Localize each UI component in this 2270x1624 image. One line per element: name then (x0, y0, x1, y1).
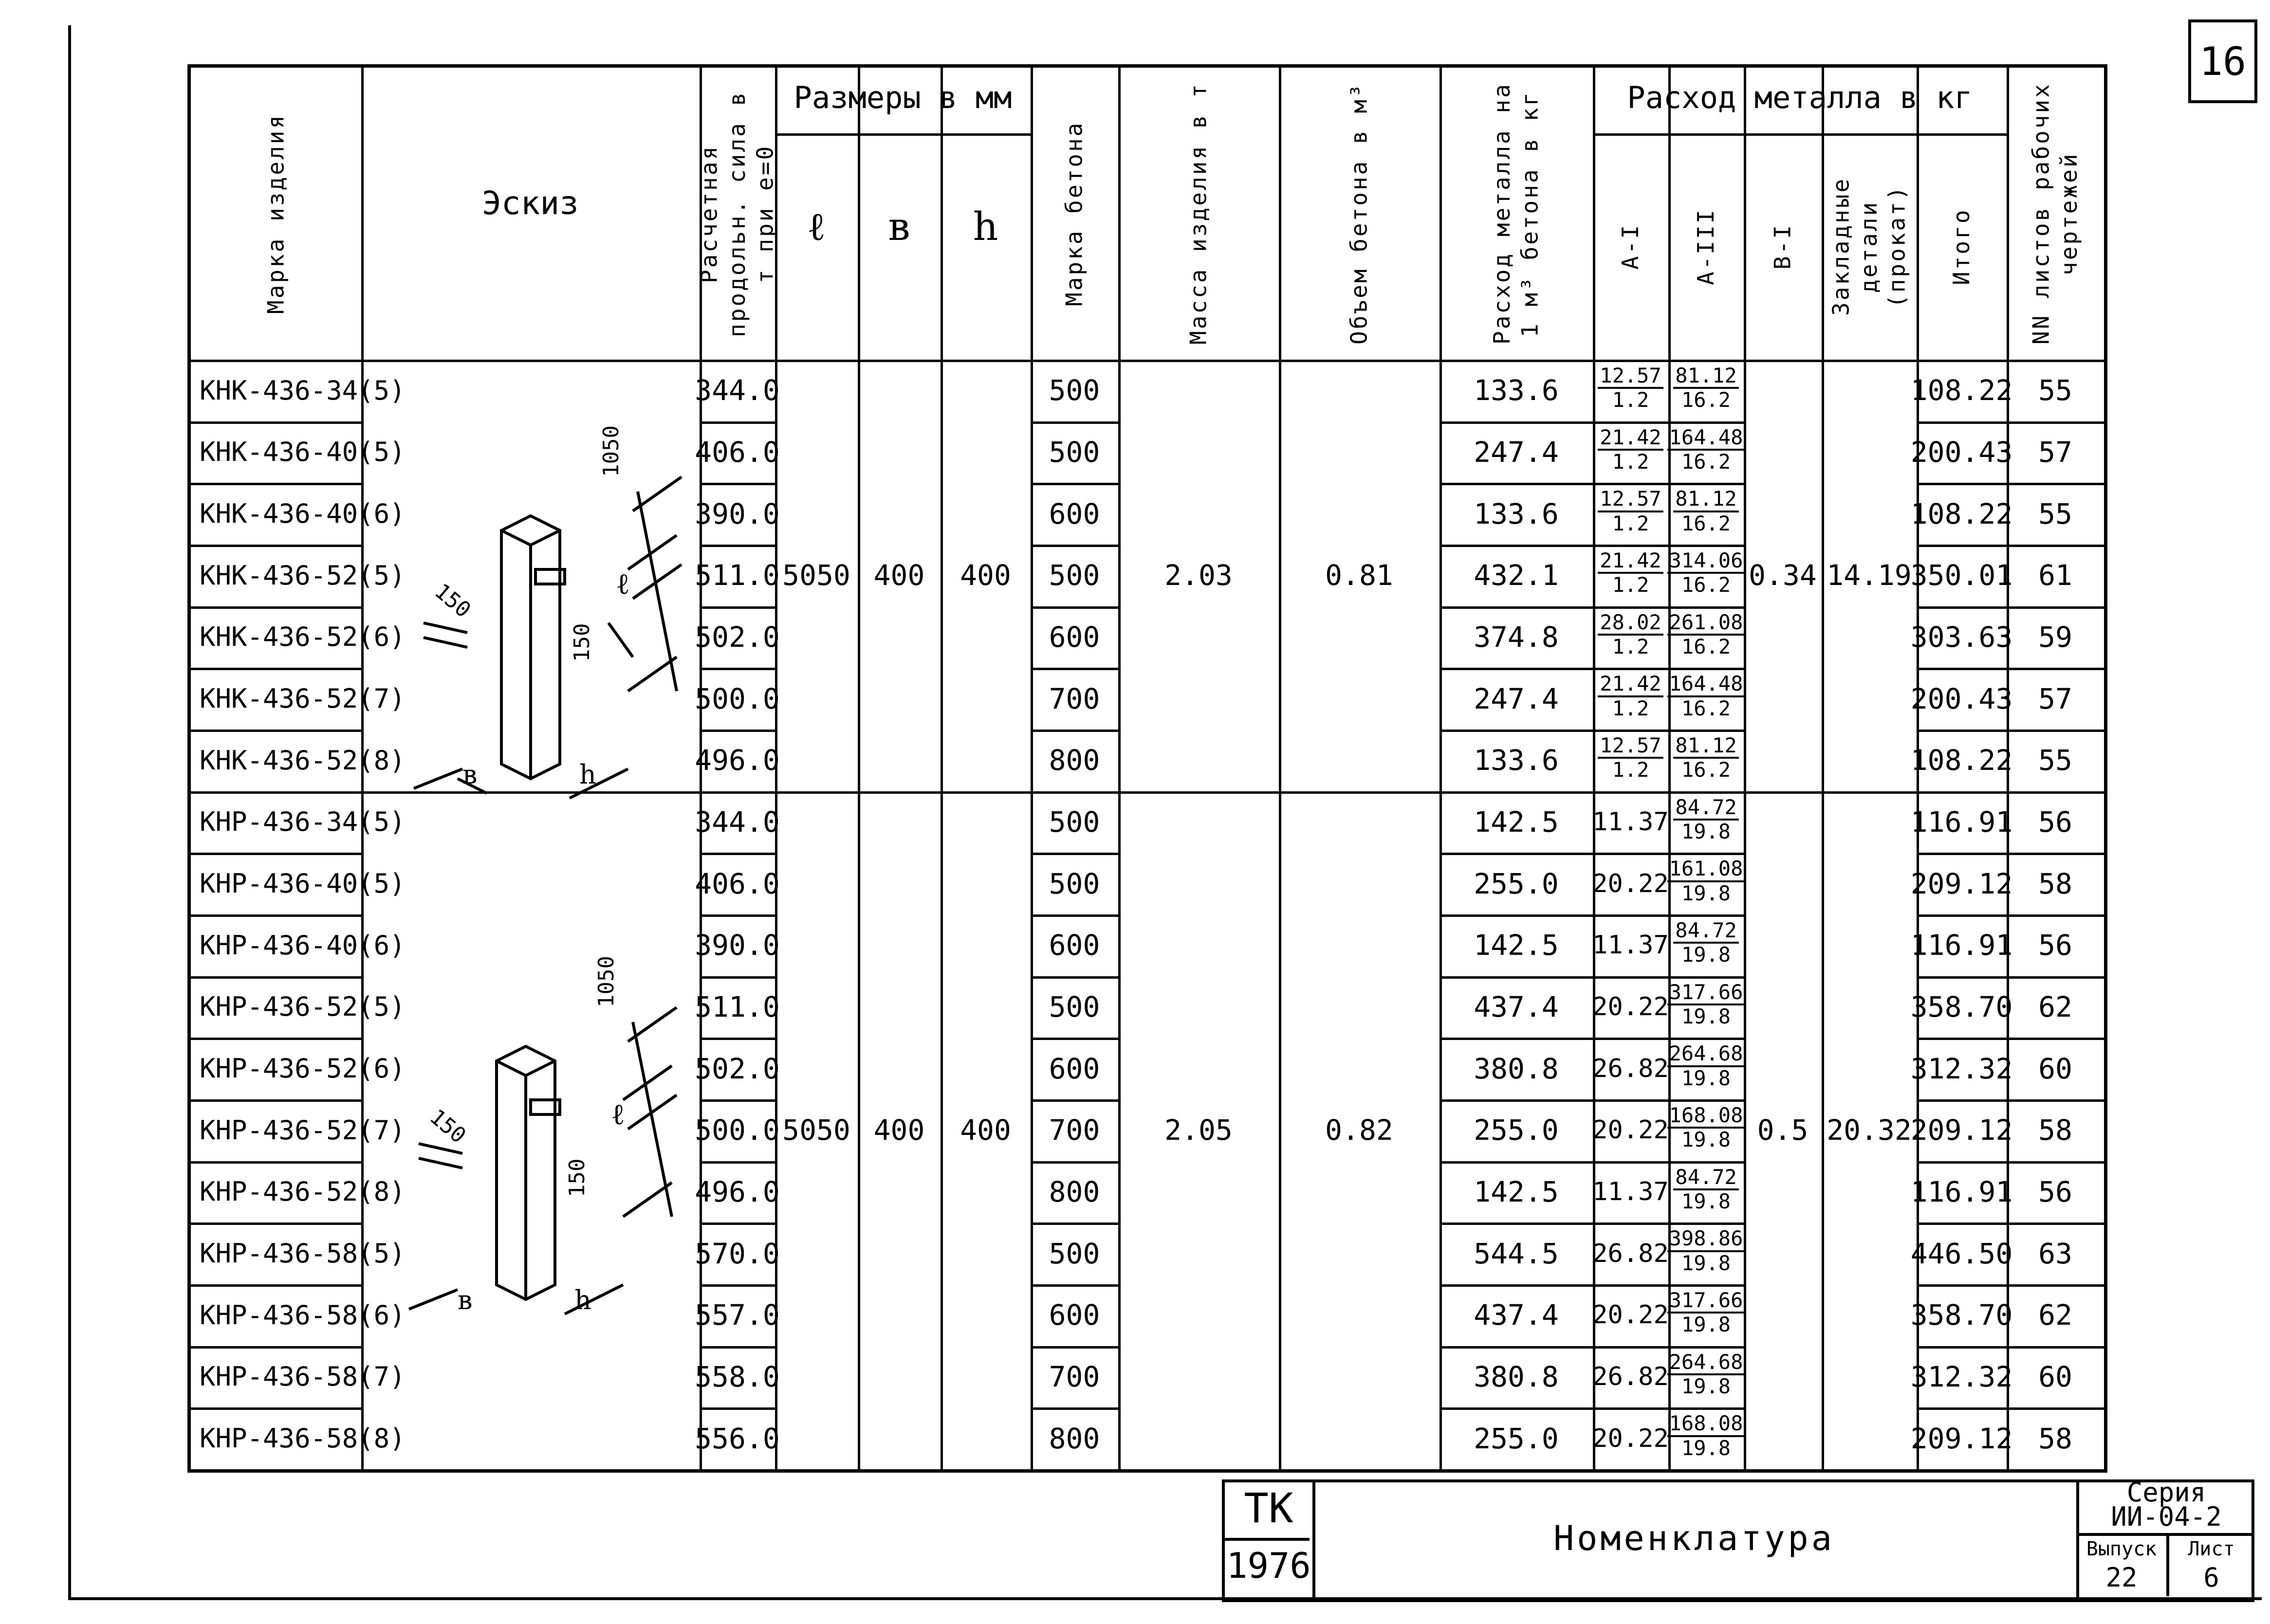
dim-lines-2 (424, 492, 677, 691)
row-sheets: 56 (2038, 1175, 2072, 1208)
row-mark: КНР-436-58(6) (200, 1299, 406, 1331)
row-total: 209.12 (1910, 1113, 2013, 1147)
header-mark: Марка изделия (262, 113, 289, 314)
row-metal-per-m3: 255.0 (1474, 1422, 1559, 1455)
row-mark: КНР-436-58(5) (200, 1238, 406, 1269)
dim-150-label-2: 150 (424, 1104, 471, 1149)
header-dim-l: ℓ (807, 204, 826, 249)
row-concrete: 500 (1049, 867, 1100, 900)
row-a1: 11.37 (1592, 1177, 1669, 1206)
row-a3-den: 16.2 (1681, 758, 1731, 782)
row-a1-num: 28.02 (1598, 611, 1663, 636)
stamp-org: ТК (1244, 1484, 1293, 1532)
row-a3-den: 19.8 (1681, 1313, 1731, 1337)
dim-150-label-2: 150 (429, 579, 476, 623)
row-metal-per-m3: 133.6 (1474, 744, 1559, 777)
row-force: 344.0 (695, 374, 780, 407)
row-concrete: 800 (1049, 1422, 1100, 1455)
header-mass: Масса изделия в т (1185, 82, 1212, 345)
row-a3-den: 16.2 (1681, 696, 1731, 720)
row-force: 390.0 (695, 497, 780, 530)
group-l: 5050 (782, 559, 850, 592)
row-a3-num: 264.68 (1667, 1351, 1745, 1375)
row-a1-num: 12.57 (1598, 734, 1663, 759)
dim-l-label: ℓ (616, 567, 630, 601)
row-mark: КНК-436-40(5) (200, 437, 406, 468)
row-a3-num: 317.66 (1667, 981, 1745, 1005)
row-force: 558.0 (695, 1360, 780, 1393)
row-a3-den: 16.2 (1681, 573, 1731, 597)
row-mark: КНР-436-52(6) (200, 1053, 406, 1084)
row-mark: КНК-436-34(5) (200, 375, 406, 406)
row-metal-per-m3: 247.4 (1474, 435, 1559, 469)
dim-b-label: в (462, 759, 478, 790)
header-metal-per-m3: Расход металла на 1 м³ бетона в кг (1489, 82, 1543, 345)
dim-150-label: 150 (570, 623, 594, 662)
row-a1-num: 21.42 (1598, 426, 1663, 451)
row-mark: КНР-436-52(8) (200, 1176, 406, 1207)
row-a3-den: 16.2 (1681, 634, 1731, 658)
group-mass: 2.05 (1164, 1113, 1233, 1147)
group-volume: 0.81 (1325, 559, 1393, 592)
row-a3-num: 161.08 (1667, 858, 1745, 882)
row-concrete: 600 (1049, 1052, 1100, 1085)
row-a3-num: 81.12 (1673, 734, 1738, 759)
row-metal-per-m3: 437.4 (1474, 1298, 1559, 1332)
row-force: 406.0 (695, 435, 780, 469)
row-a3-num: 81.12 (1673, 365, 1738, 389)
header-concrete: Марка бетона (1061, 121, 1088, 307)
row-concrete: 700 (1049, 1360, 1100, 1393)
row-mark: КНК-436-52(8) (200, 745, 406, 776)
row-total: 200.43 (1910, 682, 2013, 715)
row-mark: КНР-436-58(7) (200, 1361, 406, 1392)
row-metal-per-m3: 247.4 (1474, 682, 1559, 715)
row-a3-num: 84.72 (1673, 1166, 1738, 1190)
row-a3-den: 19.8 (1681, 1251, 1731, 1275)
row-metal-per-m3: 255.0 (1474, 867, 1559, 900)
row-a1: 11.37 (1592, 931, 1669, 960)
row-a1: 26.82 (1592, 1362, 1669, 1391)
row-total: 446.50 (1910, 1237, 2013, 1270)
dim-1050-label: 1050 (594, 956, 619, 1007)
stamp-sheet-label: Лист (2188, 1538, 2235, 1560)
row-force: 511.0 (695, 990, 780, 1023)
row-a3-num: 261.08 (1667, 611, 1745, 636)
row-a3-num: 264.68 (1667, 1042, 1745, 1067)
row-force: 344.0 (695, 805, 780, 839)
row-force: 557.0 (695, 1298, 780, 1332)
row-metal-per-m3: 142.5 (1474, 929, 1559, 962)
row-mark: КНР-436-34(5) (200, 806, 406, 838)
row-a3-den: 19.8 (1681, 1066, 1731, 1090)
header-sketch: Эскиз (482, 184, 579, 222)
row-a3-den: 19.8 (1681, 1436, 1731, 1460)
stamp-year: 1976 (1226, 1545, 1311, 1586)
row-a3-num: 398.86 (1667, 1227, 1745, 1252)
stamp-title: Номенклатура (1553, 1518, 1835, 1558)
row-a1-den: 1.2 (1612, 388, 1649, 412)
row-metal-per-m3: 374.8 (1474, 620, 1559, 654)
row-sheets: 61 (2038, 559, 2072, 592)
row-force: 502.0 (695, 620, 780, 654)
row-a3-den: 19.8 (1681, 1128, 1731, 1152)
row-mark: КНР-436-58(8) (200, 1423, 406, 1454)
row-metal-per-m3: 255.0 (1474, 1113, 1559, 1147)
row-sheets: 55 (2038, 497, 2072, 530)
row-force: 496.0 (695, 744, 780, 777)
header-embedded: Закладные детали (прокат) (1827, 177, 1910, 316)
dim-h-label: h (574, 1285, 591, 1315)
row-a3-den: 19.8 (1681, 1004, 1731, 1028)
row-metal-per-m3: 380.8 (1474, 1360, 1559, 1393)
row-a3-num: 164.48 (1667, 426, 1745, 451)
row-a3-num: 168.08 (1667, 1412, 1745, 1437)
header-force: Расчетная продольн. сила в т при e=0 (696, 90, 778, 337)
row-metal-per-m3: 380.8 (1474, 1052, 1559, 1085)
row-force: 390.0 (695, 929, 780, 962)
row-concrete: 600 (1049, 929, 1100, 962)
row-total: 303.63 (1910, 620, 2013, 654)
row-concrete: 700 (1049, 682, 1100, 715)
stamp-series: ИИ-04-2 (2111, 1501, 2222, 1532)
row-a1-den: 1.2 (1612, 634, 1649, 658)
row-total: 209.12 (1910, 1422, 2013, 1455)
header-sheets: NN листов рабочих чертежей (2028, 82, 2082, 345)
row-a3-num: 314.06 (1667, 549, 1745, 574)
column-sketch-knr (409, 1007, 677, 1314)
row-force: 502.0 (695, 1052, 780, 1085)
header-a1: А-I (1617, 223, 1643, 270)
row-a1: 26.82 (1592, 1239, 1669, 1268)
group-l: 5050 (782, 1113, 850, 1147)
row-sheets: 62 (2038, 990, 2072, 1023)
stamp-sheet: 6 (2203, 1562, 2219, 1593)
column-sketch-knk (414, 477, 682, 798)
row-mark: КНР-436-40(5) (200, 868, 406, 899)
row-metal-per-m3: 437.4 (1474, 990, 1559, 1023)
row-a3-den: 19.8 (1681, 1374, 1731, 1398)
row-sheets: 58 (2038, 1113, 2072, 1147)
stamp-issue-label: Выпуск (2086, 1538, 2157, 1560)
row-concrete: 500 (1049, 559, 1100, 592)
row-a3-den: 16.2 (1681, 388, 1731, 412)
row-sheets: 56 (2038, 805, 2072, 839)
row-total: 116.91 (1910, 929, 2013, 962)
row-total: 116.91 (1910, 805, 2013, 839)
row-total: 200.43 (1910, 435, 2013, 469)
header-dim-b: в (888, 204, 910, 249)
row-total: 209.12 (1910, 867, 2013, 900)
row-concrete: 500 (1049, 1237, 1100, 1270)
row-metal-per-m3: 544.5 (1474, 1237, 1559, 1270)
row-a3-num: 164.48 (1667, 673, 1745, 697)
row-force: 500.0 (695, 682, 780, 715)
row-total: 358.70 (1910, 990, 2013, 1023)
row-force: 556.0 (695, 1422, 780, 1455)
row-a1-num: 21.42 (1598, 549, 1663, 574)
row-a1-den: 1.2 (1612, 511, 1649, 535)
row-concrete: 600 (1049, 620, 1100, 654)
stamp-series-divider (2076, 1533, 2252, 1536)
row-metal-per-m3: 133.6 (1474, 374, 1559, 407)
header-b1: В-I (1769, 223, 1796, 270)
row-sheets: 56 (2038, 929, 2072, 962)
row-sheets: 60 (2038, 1052, 2072, 1085)
row-concrete: 500 (1049, 805, 1100, 839)
row-sheets: 58 (2038, 867, 2072, 900)
row-total: 108.22 (1910, 497, 2013, 530)
group-h: 400 (960, 559, 1011, 592)
stamp-divider (1222, 1538, 1310, 1541)
dim-h-label: h (579, 759, 596, 790)
dim-150-label: 150 (565, 1158, 590, 1197)
row-a3-den: 19.8 (1681, 1189, 1731, 1213)
row-concrete: 500 (1049, 435, 1100, 469)
row-mark: КНК-436-40(6) (200, 498, 406, 529)
row-a1-den: 1.2 (1612, 449, 1649, 474)
group-embedded: 20.32 (1827, 1113, 1912, 1147)
row-sheets: 57 (2038, 435, 2072, 469)
row-force: 496.0 (695, 1175, 780, 1208)
row-a3-num: 317.66 (1667, 1289, 1745, 1314)
column-top-edge (501, 530, 560, 545)
row-a3-num: 81.12 (1673, 488, 1738, 512)
row-a1: 26.82 (1592, 1054, 1669, 1083)
row-concrete: 500 (1049, 374, 1100, 407)
dim-b-label: в (458, 1285, 473, 1315)
row-sheets: 55 (2038, 374, 2072, 407)
group-h: 400 (960, 1113, 1011, 1147)
dim-l-label: ℓ (611, 1097, 625, 1131)
row-a3-den: 19.8 (1681, 943, 1731, 967)
row-a3-num: 84.72 (1673, 796, 1738, 821)
row-a1-num: 12.57 (1598, 365, 1663, 389)
row-total: 108.22 (1910, 744, 2013, 777)
row-concrete: 600 (1049, 497, 1100, 530)
row-total: 358.70 (1910, 1298, 2013, 1332)
row-a1-den: 1.2 (1612, 573, 1649, 597)
row-a1-den: 1.2 (1612, 696, 1649, 720)
header-a3: А-III (1692, 208, 1719, 285)
row-mark: КНР-436-40(6) (200, 930, 406, 961)
row-a3-den: 16.2 (1681, 449, 1731, 474)
row-a3-num: 84.72 (1673, 919, 1738, 944)
row-concrete: 800 (1049, 744, 1100, 777)
row-a3-den: 19.8 (1681, 881, 1731, 905)
row-total: 350.01 (1910, 559, 2013, 592)
row-mark: КНК-436-52(6) (200, 621, 406, 653)
group-b1: 0.5 (1757, 1113, 1809, 1147)
header-dim-h: h (973, 204, 998, 249)
row-sheets: 63 (2038, 1237, 2072, 1270)
group-b1: 0.34 (1749, 559, 1817, 592)
row-concrete: 800 (1049, 1175, 1100, 1208)
row-metal-per-m3: 432.1 (1474, 559, 1559, 592)
group-b: 400 (873, 559, 925, 592)
row-mark: КНК-436-52(5) (200, 560, 406, 591)
row-total: 312.32 (1910, 1360, 2013, 1393)
row-concrete: 500 (1049, 990, 1100, 1023)
stamp-series-label: Серия (2126, 1477, 2206, 1508)
group-b: 400 (873, 1113, 925, 1147)
row-a1-num: 12.57 (1598, 488, 1663, 512)
group-volume: 0.82 (1325, 1113, 1393, 1147)
row-mark: КНР-436-52(5) (200, 991, 406, 1022)
row-metal-per-m3: 142.5 (1474, 1175, 1559, 1208)
group-embedded: 14.19 (1827, 559, 1912, 592)
row-a1: 20.22 (1592, 992, 1669, 1022)
row-force: 500.0 (695, 1113, 780, 1147)
row-force: 406.0 (695, 867, 780, 900)
row-sheets: 59 (2038, 620, 2072, 654)
row-force: 511.0 (695, 559, 780, 592)
row-mark: КНК-436-52(7) (200, 683, 406, 714)
row-a3-den: 16.2 (1681, 511, 1731, 535)
header-metal: Расход металла в кг (1627, 80, 1973, 115)
group-mass: 2.03 (1164, 559, 1233, 592)
row-concrete: 700 (1049, 1113, 1100, 1147)
row-sheets: 57 (2038, 682, 2072, 715)
row-sheets: 60 (2038, 1360, 2072, 1393)
row-total: 116.91 (1910, 1175, 2013, 1208)
row-metal-per-m3: 142.5 (1474, 805, 1559, 839)
row-a1-num: 21.42 (1598, 673, 1663, 697)
row-a1: 20.22 (1592, 1300, 1669, 1330)
row-a1: 11.37 (1592, 807, 1669, 837)
row-sheets: 55 (2038, 744, 2072, 777)
row-force: 570.0 (695, 1237, 780, 1270)
row-sheets: 58 (2038, 1422, 2072, 1455)
row-a1: 20.22 (1592, 869, 1669, 898)
header-volume: Объем бетона в м³ (1346, 82, 1372, 345)
row-a3-den: 19.8 (1681, 819, 1731, 843)
sheet-number: 16 (2188, 19, 2257, 103)
dim-1050-label: 1050 (599, 425, 624, 477)
row-total: 312.32 (1910, 1052, 2013, 1085)
row-a3-num: 168.08 (1667, 1104, 1745, 1129)
header-total: Итого (1948, 208, 1975, 285)
row-metal-per-m3: 133.6 (1474, 497, 1559, 530)
row-concrete: 600 (1049, 1298, 1100, 1332)
row-total: 108.22 (1910, 374, 2013, 407)
row-a1-den: 1.2 (1612, 758, 1649, 782)
row-sheets: 62 (2038, 1298, 2072, 1332)
header-dims: Размеры в мм (794, 80, 1012, 115)
row-a1: 20.22 (1592, 1115, 1669, 1145)
row-mark: КНР-436-52(7) (200, 1114, 406, 1146)
row-a1: 20.22 (1592, 1423, 1669, 1453)
stamp-issue: 22 (2105, 1562, 2138, 1593)
column-top-edge (497, 1061, 555, 1076)
